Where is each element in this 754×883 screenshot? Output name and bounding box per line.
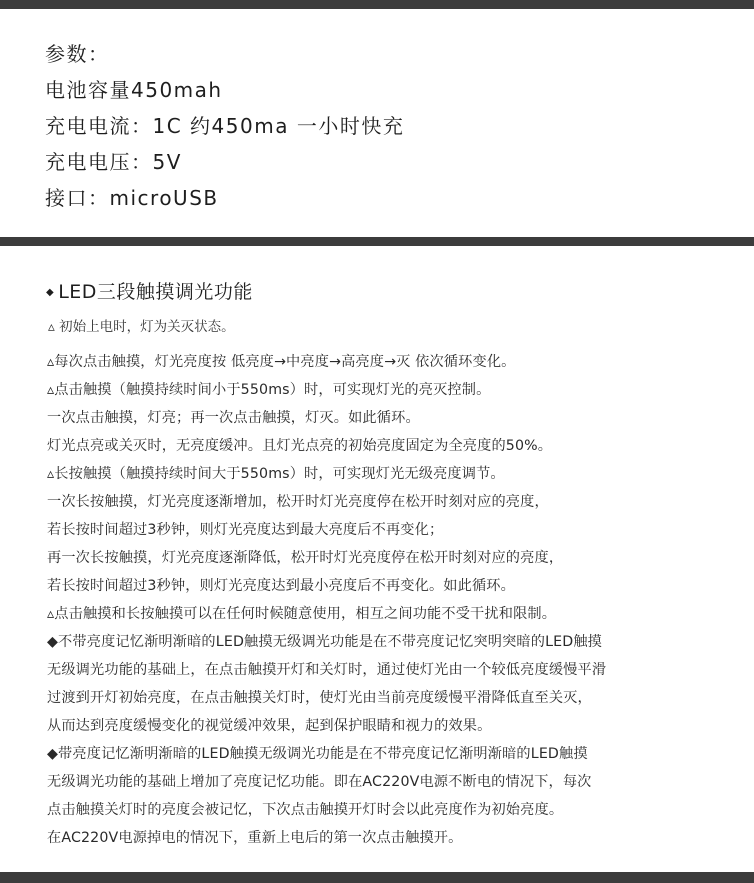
interface-line: 接口：microUSB	[45, 186, 219, 210]
description-line: ◆不带亮度记忆渐明渐暗的LED触摸无级调光功能是在不带亮度记忆突明突暗的LED触摸	[47, 634, 603, 650]
bottom-divider-bar	[0, 872, 754, 883]
feature-description	[47, 348, 606, 852]
description-line: 若长按时间超过3秒钟，则灯光亮度达到最小亮度后不再变化。如此循环。	[47, 578, 515, 594]
description-line: 在AC220V电源掉电的情况下，重新上电后的第一次点击触摸开。	[47, 830, 463, 846]
feature-title: LED三段触摸调光功能	[58, 281, 253, 303]
parameters-heading: 参数：	[45, 42, 110, 66]
description-line: 若长按时间超过3秒钟，则灯光亮度达到最大亮度后不再变化；	[47, 522, 444, 538]
charge-current-line: 充电电流：1C 约450ma 一小时快充	[45, 114, 405, 138]
description-line: ▵点击触摸和长按触摸可以在任何时候随意使用，相互之间功能不受干扰和限制。	[47, 606, 557, 622]
description-line: 从而达到亮度缓慢变化的视觉缓冲效果，起到保护眼睛和视力的效果。	[47, 718, 492, 734]
section-divider-bar	[0, 237, 754, 246]
description-line: ▵每次点击触摸，灯光亮度按 低亮度→中亮度→高亮度→灭 依次循环变化。	[47, 354, 516, 370]
diamond-bullet-icon: ◆	[46, 287, 55, 298]
description-line: ◆带亮度记忆渐明渐暗的LED触摸无级调光功能是在不带亮度记忆渐明渐暗的LED触摸	[47, 746, 588, 762]
description-line: 无级调光功能的基础上增加了亮度记忆功能。即在AC220V电源不断电的情况下，每次	[47, 774, 592, 790]
description-line: 过渡到开灯初始亮度，在点击触摸关灯时，使灯光由当前亮度缓慢平滑降低直至关灭，	[47, 690, 592, 706]
description-line: 无级调光功能的基础上，在点击触摸开灯和关灯时，通过使灯光由一个较低亮度缓慢平滑	[47, 662, 607, 678]
description-line: 点击触摸关灯时的亮度会被记忆，下次点击触摸开灯时会以此亮度作为初始亮度。	[47, 802, 564, 818]
intro-line: ▵ 初始上电时，灯为关灭状态。	[48, 319, 235, 335]
top-divider-bar	[0, 0, 754, 9]
description-line: 一次点击触摸，灯亮；再一次点击触摸，灯灭。如此循环。	[47, 410, 420, 426]
description-line: ▵点击触摸（触摸持续时间小于550ms）时，可实现灯光的亮灭控制。	[47, 382, 491, 398]
description-line: 灯光点亮或关灭时，无亮度缓冲。且灯光点亮的初始亮度固定为全亮度的50%。	[47, 438, 553, 454]
description-line: ▵长按触摸（触摸持续时间大于550ms）时，可实现灯光无级亮度调节。	[47, 466, 505, 482]
parameters-list	[45, 36, 404, 216]
charge-voltage-line: 充电电压：5V	[45, 150, 182, 174]
feature-heading	[46, 277, 253, 307]
description-line: 一次长按触摸，灯光亮度逐渐增加，松开时灯光亮度停在松开时刻对应的亮度，	[47, 494, 549, 510]
battery-capacity-line: 电池容量450mah	[45, 78, 223, 102]
description-line: 再一次长按触摸，灯光亮度逐渐降低，松开时灯光亮度停在松开时刻对应的亮度，	[47, 550, 564, 566]
